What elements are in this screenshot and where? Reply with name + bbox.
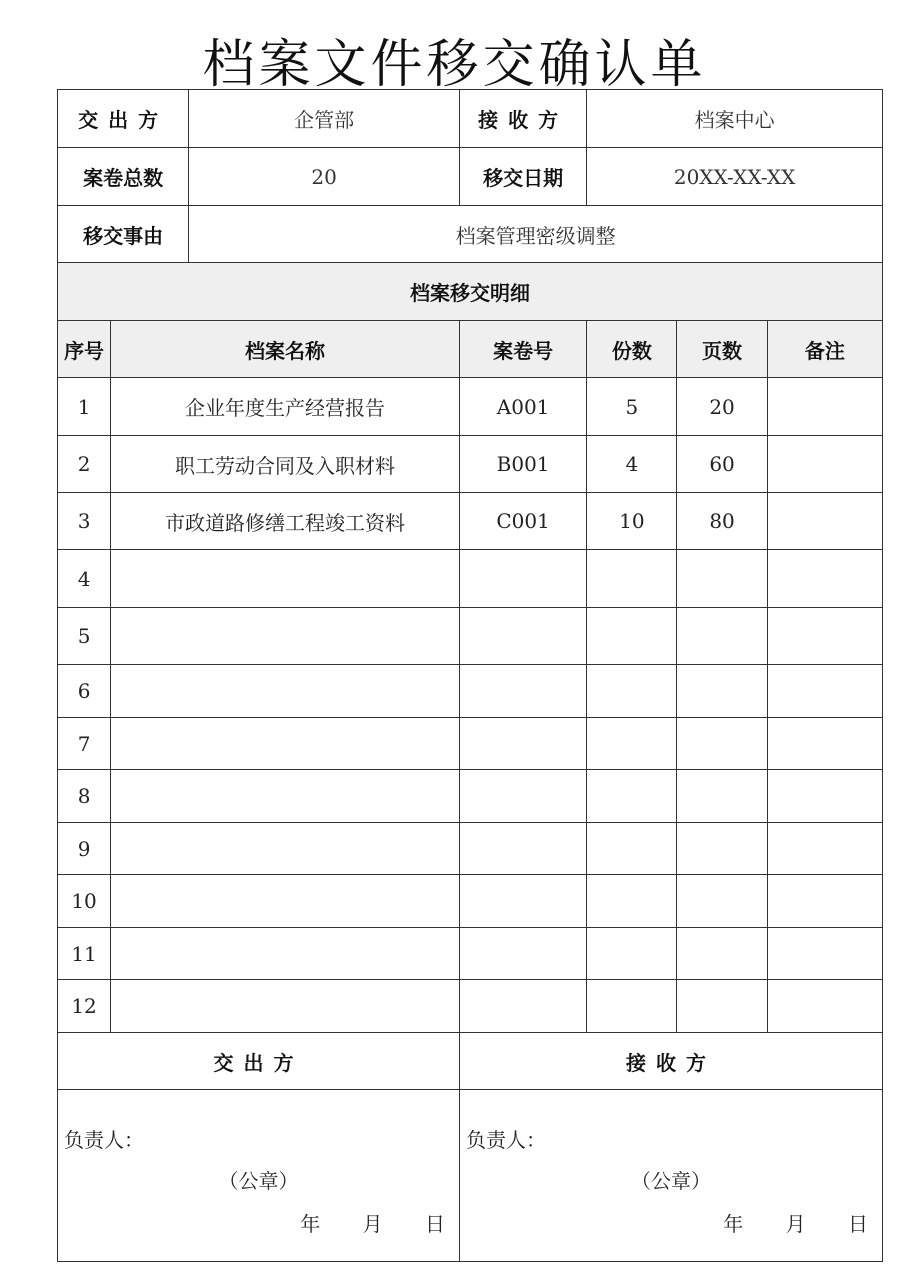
row-remark[interactable] <box>767 770 882 823</box>
row-pages[interactable] <box>677 823 767 875</box>
detail-section-row <box>58 263 883 321</box>
table-row <box>58 875 883 928</box>
col-header-no: 序号 <box>58 321 111 378</box>
detail-section-title: 档案移交明细 <box>58 263 883 321</box>
row-name[interactable] <box>111 550 460 608</box>
row-file-no[interactable] <box>459 980 586 1033</box>
row-pages[interactable] <box>677 875 767 928</box>
row-pages[interactable] <box>677 550 767 608</box>
row-file-no[interactable] <box>459 665 586 718</box>
row-file-no[interactable] <box>459 823 586 875</box>
row-name[interactable]: 市政道路修缮工程竣工资料 <box>111 493 460 550</box>
page-title: 档案文件移交确认单 <box>202 35 707 95</box>
signature-to-person-label: 负责人： <box>465 1128 546 1152</box>
row-remark[interactable] <box>767 550 882 608</box>
col-header-copies: 份数 <box>587 321 677 378</box>
row-pages[interactable] <box>677 980 767 1033</box>
to-party-label: 接收方 <box>459 90 586 148</box>
row-remark[interactable] <box>767 718 882 770</box>
row-copies[interactable] <box>587 665 677 718</box>
row-no: 11 <box>58 928 111 980</box>
signature-row <box>58 1090 883 1262</box>
table-row <box>58 493 883 550</box>
table-row <box>58 550 883 608</box>
signature-to-date: 年 月 日 <box>723 1212 868 1236</box>
row-no: 1 <box>58 378 111 436</box>
transfer-reason-label: 移交事由 <box>58 206 189 263</box>
row-copies[interactable] <box>587 770 677 823</box>
row-copies[interactable]: 4 <box>587 436 677 493</box>
transfer-date-value[interactable]: 20XX-XX-XX <box>587 148 883 206</box>
row-remark[interactable] <box>767 608 882 665</box>
signature-header-row <box>58 1033 883 1090</box>
row-copies[interactable] <box>587 980 677 1033</box>
col-header-pages: 页数 <box>677 321 767 378</box>
row-name[interactable] <box>111 875 460 928</box>
table-row <box>58 718 883 770</box>
header-row-reason <box>58 206 883 263</box>
row-pages[interactable] <box>677 770 767 823</box>
row-remark[interactable] <box>767 928 882 980</box>
row-no: 12 <box>58 980 111 1033</box>
row-file-no[interactable] <box>459 928 586 980</box>
row-name[interactable] <box>111 665 460 718</box>
row-name[interactable] <box>111 928 460 980</box>
transfer-date-label: 移交日期 <box>459 148 586 206</box>
row-file-no[interactable] <box>459 875 586 928</box>
to-party-value[interactable]: 档案中心 <box>587 90 883 148</box>
row-copies[interactable] <box>587 608 677 665</box>
row-file-no[interactable] <box>459 770 586 823</box>
row-copies[interactable] <box>587 875 677 928</box>
signature-to-label: 接收方 <box>459 1033 882 1090</box>
file-count-label: 案卷总数 <box>58 148 189 206</box>
row-name[interactable]: 企业年度生产经营报告 <box>111 378 460 436</box>
row-file-no[interactable]: A001 <box>459 378 586 436</box>
header-row-parties <box>58 90 883 148</box>
row-remark[interactable] <box>767 665 882 718</box>
row-copies[interactable] <box>587 928 677 980</box>
row-pages[interactable]: 60 <box>677 436 767 493</box>
signature-from-date: 年 月 日 <box>300 1212 445 1236</box>
detail-column-headers <box>58 321 883 378</box>
transfer-reason-value[interactable]: 档案管理密级调整 <box>189 206 883 263</box>
row-no: 3 <box>58 493 111 550</box>
row-no: 2 <box>58 436 111 493</box>
row-no: 4 <box>58 550 111 608</box>
row-name[interactable] <box>111 718 460 770</box>
table-row <box>58 436 883 493</box>
row-file-no[interactable] <box>459 608 586 665</box>
table-row <box>58 980 883 1033</box>
row-name[interactable] <box>111 608 460 665</box>
row-pages[interactable] <box>677 928 767 980</box>
row-remark[interactable] <box>767 493 882 550</box>
row-pages[interactable] <box>677 608 767 665</box>
signature-to-seal-label: （公章） <box>630 1169 711 1193</box>
row-name[interactable]: 职工劳动合同及入职材料 <box>111 436 460 493</box>
row-remark[interactable] <box>767 823 882 875</box>
row-file-no[interactable] <box>459 550 586 608</box>
row-copies[interactable]: 5 <box>587 378 677 436</box>
table-row <box>58 823 883 875</box>
row-no: 10 <box>58 875 111 928</box>
row-no: 9 <box>58 823 111 875</box>
row-name[interactable] <box>111 770 460 823</box>
row-copies[interactable]: 10 <box>587 493 677 550</box>
header-row-count-date <box>58 148 883 206</box>
row-name[interactable] <box>111 980 460 1033</box>
signature-from-person-label: 负责人： <box>64 1128 144 1152</box>
transfer-form <box>57 89 883 1262</box>
col-header-remark: 备注 <box>767 321 882 378</box>
signature-to-box[interactable] <box>459 1090 882 1262</box>
row-copies[interactable] <box>587 823 677 875</box>
signature-from-box[interactable] <box>58 1090 460 1262</box>
row-copies[interactable] <box>587 718 677 770</box>
row-remark[interactable] <box>767 980 882 1033</box>
table-row <box>58 770 883 823</box>
signature-from-seal-label: （公章） <box>218 1169 299 1193</box>
row-no: 6 <box>58 665 111 718</box>
row-file-no[interactable]: C001 <box>459 493 586 550</box>
row-pages[interactable]: 80 <box>677 493 767 550</box>
row-remark[interactable] <box>767 378 882 436</box>
row-no: 5 <box>58 608 111 665</box>
file-count-value[interactable]: 20 <box>189 148 460 206</box>
row-pages[interactable] <box>677 718 767 770</box>
row-pages[interactable]: 20 <box>677 378 767 436</box>
row-remark[interactable] <box>767 436 882 493</box>
table-row <box>58 928 883 980</box>
from-party-value[interactable]: 企管部 <box>189 90 460 148</box>
row-name[interactable] <box>111 823 460 875</box>
table-row <box>58 608 883 665</box>
table-row <box>58 378 883 436</box>
row-no: 7 <box>58 718 111 770</box>
row-pages[interactable] <box>677 665 767 718</box>
col-header-file-no: 案卷号 <box>459 321 586 378</box>
row-file-no[interactable] <box>459 718 586 770</box>
from-party-label: 交出方 <box>58 90 189 148</box>
signature-from-label: 交出方 <box>58 1033 460 1090</box>
table-row <box>58 665 883 718</box>
row-copies[interactable] <box>587 550 677 608</box>
row-no: 8 <box>58 770 111 823</box>
row-remark[interactable] <box>767 875 882 928</box>
row-file-no[interactable]: B001 <box>459 436 586 493</box>
col-header-name: 档案名称 <box>111 321 460 378</box>
